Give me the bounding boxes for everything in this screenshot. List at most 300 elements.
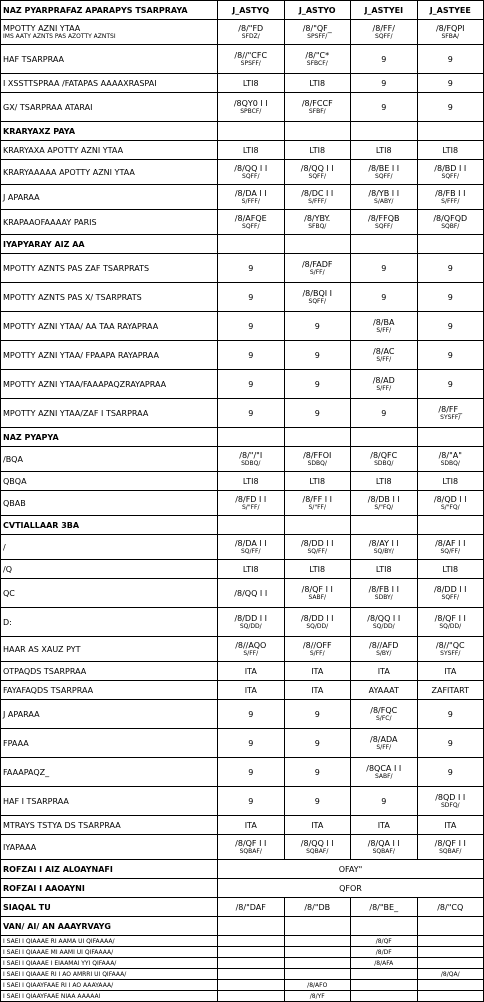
table-cell-subvalue: SQBF/ [441,223,460,230]
row-label [1,637,218,662]
table-cell [218,608,285,637]
table-cell-value: /8/QD I I [433,495,467,504]
footer-label-value: ROFZAI I AAOAYNI [3,883,85,893]
row-label [1,312,218,341]
table-cell [218,122,285,141]
table-cell-subvalue: S/BY/ [376,650,392,657]
table-row [1,535,484,560]
table-cell [417,428,484,447]
table-row [1,74,484,93]
table-cell [417,341,484,370]
row-label [1,835,218,860]
row-label [1,535,218,560]
table-cell [351,210,418,235]
row-label [1,560,218,579]
note-row [1,936,484,947]
table-cell-value: /8/AF I I [435,539,466,548]
table-cell-value: /8/AFQE [234,214,267,223]
note-row [1,969,484,980]
table-cell-value: LTI8 [442,145,459,155]
table-cell-subvalue: SQFF/ [308,173,326,180]
table-cell [218,516,285,535]
table-row [1,341,484,370]
table-cell-value: /8/BE I I [368,164,400,173]
table-cell [351,491,418,516]
footer-value [417,898,484,917]
table-cell [417,491,484,516]
note-label-value: I SAEI I QIAAYFAAE NIAA AAAAAI [3,992,101,1000]
row-label-value: / [3,542,6,552]
table-cell-value: LTI8 [375,564,392,574]
table-cell-subvalue: SQ/FF/ [307,548,327,555]
table-cell-subvalue: SDBQ/ [374,460,394,467]
row-label [1,399,218,428]
row-label [1,447,218,472]
table-cell [284,20,351,45]
table-cell [284,141,351,160]
table-row [1,20,484,45]
table-cell-value: 9 [314,767,320,777]
table-cell [284,447,351,472]
table-cell-subvalue: SFBCF/ [306,60,328,67]
row-label-value: HAF TSARPRAA [3,54,65,64]
table-row [1,560,484,579]
table-cell [218,662,285,681]
note-cell-value: /8/QF [375,937,392,945]
notes-title-row [1,917,484,936]
table-cell [351,729,418,758]
table-cell [284,637,351,662]
table-cell-subvalue: SQBAF/ [372,848,395,855]
table-cell-value: /8//"QC [435,641,465,650]
table-cell-value: LTI8 [375,476,392,486]
table-row [1,312,484,341]
note-row [1,958,484,969]
table-cell [218,312,285,341]
table-row [1,729,484,758]
section-row [1,235,484,254]
table-cell [351,141,418,160]
note-cell [218,958,285,969]
table-cell [284,835,351,860]
table-cell-subvalue: SQ/DD/ [239,623,262,630]
table-row [1,700,484,729]
row-label-value: QC [3,588,15,598]
note-cell [417,947,484,958]
note-label [1,980,218,991]
table-cell-subvalue: SQFF/ [375,223,393,230]
table-cell-value: /8/DB I I [367,495,400,504]
table-cell-value: /8/FF_ [438,405,463,414]
row-label-value: /BQA [3,454,23,464]
row-label-value: J APARAA [3,709,40,719]
table-cell [284,787,351,816]
table-cell-subvalue: S/FF/ [309,269,325,276]
table-cell-value: /8/FFOI [303,451,332,460]
table-cell-subvalue: SPBCF/ [240,108,262,115]
table-cell [417,210,484,235]
row-label-value: HAAR AS XAUZ PYT [3,644,81,654]
row-label-value: IYAPAAA [3,842,37,852]
table-cell [351,20,418,45]
table-cell-value: 9 [248,350,254,360]
row-label-value: FAYAFAQDS TSARPRAA [3,685,94,695]
note-label-value: I SAEI I QIAAYFAAE RI I AO AAAYAAA/ [3,981,114,989]
table-cell-value: /8/QQ I I [300,839,334,848]
table-cell-value: /8/QF I I [235,839,267,848]
table-cell-subvalue: S/FF/ [376,385,392,392]
row-label [1,74,218,93]
table-cell [417,560,484,579]
row-label-value: MPOTTY AZNI YTAA/ AA TAA RAYAPRAA [3,321,159,331]
table-cell [417,787,484,816]
row-label-value: HAF I TSARPRAA [3,796,69,806]
table-cell-value: LTI8 [375,145,392,155]
table-cell [351,637,418,662]
table-cell-value: /8/BD I I [434,164,467,173]
table-cell [218,700,285,729]
note-label [1,991,218,1002]
table-row [1,787,484,816]
table-cell-value: ITA [311,666,324,676]
table-cell-value: /8/DA I I [234,189,267,198]
column-header: J_ASTYO [284,1,351,20]
table-cell [218,45,285,74]
note-cell [351,980,418,991]
table-cell [351,312,418,341]
note-cell [284,969,351,980]
table-cell-value: /8/DD I I [433,585,467,594]
row-label-value: QBQA [3,476,27,486]
table-cell-value: LTI8 [242,78,259,88]
footer-value [218,860,484,879]
table-cell-value: 9 [447,379,453,389]
table-cell-subvalue: S/FF/ [376,327,392,334]
table-cell-value: /8/FQPI [435,24,465,33]
table-row [1,579,484,608]
row-label [1,579,218,608]
table-row [1,283,484,312]
column-header: J_ASTYEI [351,1,418,20]
table-cell [417,283,484,312]
note-cell [284,958,351,969]
table-cell-subvalue: SABF/ [308,594,327,601]
row-label-value: IYAPYARAY AIZ AA [3,239,85,249]
table-cell [284,700,351,729]
note-label [1,947,218,958]
note-cell-value: /8/YF [309,992,325,1000]
table-cell [218,370,285,399]
table-cell [417,160,484,185]
footer-value-value: /8/"CQ [437,902,464,912]
table-cell-subvalue: SABF/ [374,773,393,780]
table-cell [351,608,418,637]
table-cell-subvalue: SQ/DD/ [439,623,462,630]
row-label [1,516,218,535]
table-cell-subvalue: SFBA/ [441,33,459,40]
table-cell [218,20,285,45]
table-cell-value: /8/ADA [370,735,398,744]
table-cell [351,700,418,729]
note-label [1,958,218,969]
table-cell [351,254,418,283]
table-cell-value: 9 [381,263,387,273]
notes-title [1,917,218,936]
table-cell-value: 9 [381,78,387,88]
row-label-value: I XSSTTSPRAA /FATAPAS AAAAXRASPAI [3,78,157,88]
table-cell [417,45,484,74]
table-row [1,185,484,210]
table-cell-subvalue: SFBQ/ [308,223,327,230]
table-cell-value: /8//"CFC [234,51,268,60]
table-cell-value: 9 [447,709,453,719]
table-cell [417,74,484,93]
table-cell [351,341,418,370]
row-label-value: CVTIALLAAR 3BA [3,520,80,530]
table-cell [218,254,285,283]
table-cell [218,93,285,122]
row-label-value: D: [3,617,12,627]
table-row [1,210,484,235]
row-label [1,700,218,729]
table-cell-value: /8/QQ I I [234,588,268,598]
table-cell [351,185,418,210]
table-cell-value: /8/FD I I [235,495,267,504]
footer-value [351,898,418,917]
table-cell [417,729,484,758]
note-cell-value: /8/DF [375,948,392,956]
table-cell-subvalue: SQFF/ [375,173,393,180]
table-cell [417,141,484,160]
footer-label-value: SIAQAL TU [3,902,51,912]
table-cell [218,160,285,185]
row-label-value: KRARYAAAAA APOTTY AZNI YTAA [3,167,135,177]
table-cell-subvalue: S/FF/ [243,650,259,657]
table-cell [351,93,418,122]
row-label [1,370,218,399]
table-cell [351,662,418,681]
table-cell [351,160,418,185]
table-cell [351,579,418,608]
note-cell [284,936,351,947]
table-cell [417,370,484,399]
table-cell [284,185,351,210]
table-cell [218,283,285,312]
row-label [1,729,218,758]
row-label-value: /Q [3,564,12,574]
table-cell-value: ITA [444,820,457,830]
table-cell-value: ZAFITART [431,685,469,695]
table-cell-value: 9 [447,738,453,748]
table-cell [284,45,351,74]
table-cell-value: 9 [447,102,453,112]
row-label [1,428,218,447]
footer-row [1,860,484,879]
section-row [1,428,484,447]
table-cell-subvalue: SFDZ/ [241,33,260,40]
row-label [1,122,218,141]
table-cell-value: /8/"A" [438,451,462,460]
table-cell [417,516,484,535]
table-cell [284,399,351,428]
table-cell [284,816,351,835]
table-cell [218,917,285,936]
table-cell [284,516,351,535]
footer-row [1,879,484,898]
table-cell [351,283,418,312]
table-cell-subvalue: SQBAF/ [239,848,262,855]
table-cell-value: /8//OFF [302,641,332,650]
table-cell-value: 9 [381,796,387,806]
table-row [1,758,484,787]
table-cell [284,235,351,254]
table-cell [417,579,484,608]
table-cell-subvalue: SQBAF/ [439,848,462,855]
row-label-value: MPOTTY AZNI YTAA [3,24,81,33]
table-cell-subvalue: SQ/FF/ [440,548,460,555]
table-cell [417,399,484,428]
table-cell-value: /8/DD I I [234,614,268,623]
table-cell [417,681,484,700]
row-label-value: GX/ TSARPRAA ATARAI [3,102,93,112]
table-cell-value: /8//AQO [235,641,267,650]
table-cell [351,74,418,93]
table-row [1,141,484,160]
table-cell-subvalue: SDBY/ [374,594,393,601]
row-label [1,662,218,681]
table-cell [417,535,484,560]
table-cell-value: /8/FF/ [372,24,395,33]
table-cell-value: /8/FQC [370,706,398,715]
table-cell [218,758,285,787]
note-cell [284,947,351,958]
table-cell-value: /8QCA I I [366,764,402,773]
table-cell-subvalue: S/FFF/ [241,198,260,205]
table-cell-subvalue: SPSFF/ [307,33,328,40]
table-cell [218,729,285,758]
table-cell [284,428,351,447]
table-cell-value: LTI8 [242,476,259,486]
note-cell [417,936,484,947]
table-cell-value: LTI8 [309,564,326,574]
table-cell-subvalue: S/"FF/ [241,504,260,511]
table-cell-value: /8/QQ I I [234,164,268,173]
note-label-value: I SAEI I QIAAAE I EIAAMAI YYI QIFAAA/ [3,959,117,967]
note-cell [218,991,285,1002]
row-label-value: QBAB [3,498,26,508]
table-cell [284,608,351,637]
note-cell [351,991,418,1002]
table-cell-value: /8/DC I I [301,189,334,198]
table-cell [417,312,484,341]
table-cell-value: /8QY0 I I [233,99,268,108]
table-cell [351,235,418,254]
row-label-value: MPOTTY AZNTS PAS ZAF TSARPRATS [3,263,150,273]
table-cell [284,681,351,700]
table-cell [417,447,484,472]
row-label-value: MPOTTY AZNI YTAA/ FPAAPA RAYAPRAA [3,350,159,360]
table-cell-value: 9 [447,767,453,777]
table-cell [351,472,418,491]
table-cell [351,447,418,472]
table-cell-value: /8/FFQB [368,214,400,223]
table-cell-subvalue: SDFQ/ [440,802,460,809]
footer-label [1,879,218,898]
table-row [1,472,484,491]
row-label-value: KRAPAAOFAAAAY PARIS [3,217,97,227]
note-cell [284,980,351,991]
table-row [1,93,484,122]
table-row [1,681,484,700]
table-cell-value: 9 [314,350,320,360]
table-cell-value: /8/"/"I [239,451,263,460]
table-cell [218,637,285,662]
table-cell [351,370,418,399]
row-label [1,45,218,74]
footer-value-value: /8/"BE_ [369,902,399,912]
table-cell-subvalue: S/FF/ [376,356,392,363]
table-cell [351,399,418,428]
table-cell-value: /8/FB I I [368,585,399,594]
table-cell [417,235,484,254]
row-label [1,20,218,45]
table-cell [284,535,351,560]
table-cell [417,637,484,662]
table-cell-subvalue: SYSFF/ [440,650,461,657]
table-cell-value: /8/AD [372,376,395,385]
table-row [1,447,484,472]
footer-label [1,860,218,879]
table-cell [218,210,285,235]
row-label [1,210,218,235]
table-cell-subvalue: S/FF/ [376,744,392,751]
note-label-value: I SAEI I QIAAAE RI AAMA UI QIFAAAA/ [3,937,115,945]
table-cell-value: /8/QQ I I [300,164,334,173]
table-cell [284,74,351,93]
table-cell [218,399,285,428]
table-row [1,160,484,185]
table-cell-subvalue: SPSFF/ [240,60,261,67]
note-cell [351,969,418,980]
table-cell-value: LTI8 [309,476,326,486]
note-row [1,991,484,1002]
table-cell-value: /8/QF I I [434,614,466,623]
table-cell [218,185,285,210]
table-cell-value: 9 [447,263,453,273]
table-cell-subvalue: S/"FF/ [308,504,326,511]
footer-value-value: OFAY" [338,864,363,874]
row-label-value: OTPAQDS TSARPRAA [3,666,87,676]
table-row [1,637,484,662]
row-label-subvalue: IMS AATY AZNTS PAS AZOTTY AZNTSI [3,33,116,40]
table-row [1,370,484,399]
table-row [1,491,484,516]
table-cell [417,608,484,637]
table-cell [351,516,418,535]
table-cell [284,341,351,370]
row-label-value: NAZ PYAPYA [3,432,59,442]
table-cell-subvalue: S/FF/ [309,650,325,657]
note-cell [218,980,285,991]
table-cell [417,662,484,681]
row-label [1,491,218,516]
table-cell-subvalue: S/"FQ/ [440,504,460,511]
table-row [1,45,484,74]
table-cell-value: ITA [311,820,324,830]
table-cell [284,491,351,516]
table-cell-value: 9 [447,292,453,302]
table-cell [417,122,484,141]
